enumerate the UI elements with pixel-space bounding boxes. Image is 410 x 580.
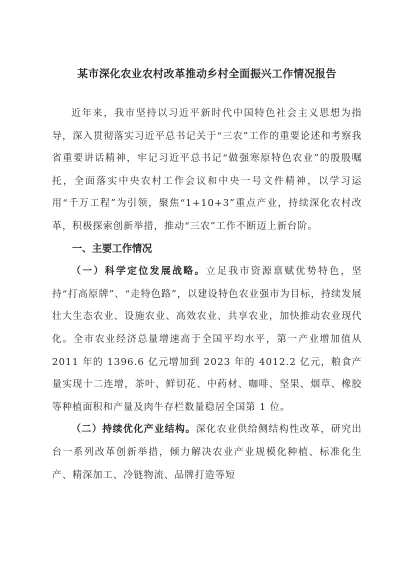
subheading-strategy: （一）科学定位发展战略。: [71, 266, 206, 278]
document-title: 某市深化农业农村改革推动乡村全面振兴工作情况报告: [77, 68, 337, 80]
paragraph-industry-structure: [52, 419, 362, 487]
paragraph-strategy-body: 立足我市资源禀赋优势特色，坚持“打高原牌”、“走特色路”，以建设特色农业强市为目标，持续发展壮大生态农业、设施农业、高效农业、共享农业，加快推动农业现代化。全市农业经济总量增速高于全国平均水平，第一产业增加值从 2011 年的 1396.6 亿元增加到 2023 年的 4012.2 亿元，粮食产量实现十二连增，茶叶、鲜切花、中药材、咖啡、坚果、烟草、橡胶等种植面积和产量及肉牛存栏数量稳居全国第 1 位。: [52, 266, 363, 413]
paragraph-industry-structure-body: 深化农业供给侧结构性改革，研究出台一系列改革创新举措，倾力解决农业产业规模化种植、标准化生产、精深加工、冷链物流、品牌打造等短: [52, 424, 362, 481]
intro-paragraph: 近年来，我市坚持以习近平新时代中国特色社会主义思想为指导，深入贯彻落实习近平总书记关于“三农”工作的重要论述和考察我省重要讲话精神，牢记习近平总书记“做强寒原特色农业”的殷殷嘱托，全面落实中央农村工作会议和中央一号文件精神，以学习运用“千万工程”为引领，聚焦“1+10+3”重点产业，持续深化农村改革，积极探索创新举措，推动“三农”工作不断迈上新台阶。: [52, 108, 362, 232]
section-heading-main-work: 一、主要工作情况: [72, 243, 152, 255]
subheading-industry-structure: （二）持续优化产业结构。: [71, 424, 196, 436]
paragraph-strategy: [52, 261, 362, 419]
